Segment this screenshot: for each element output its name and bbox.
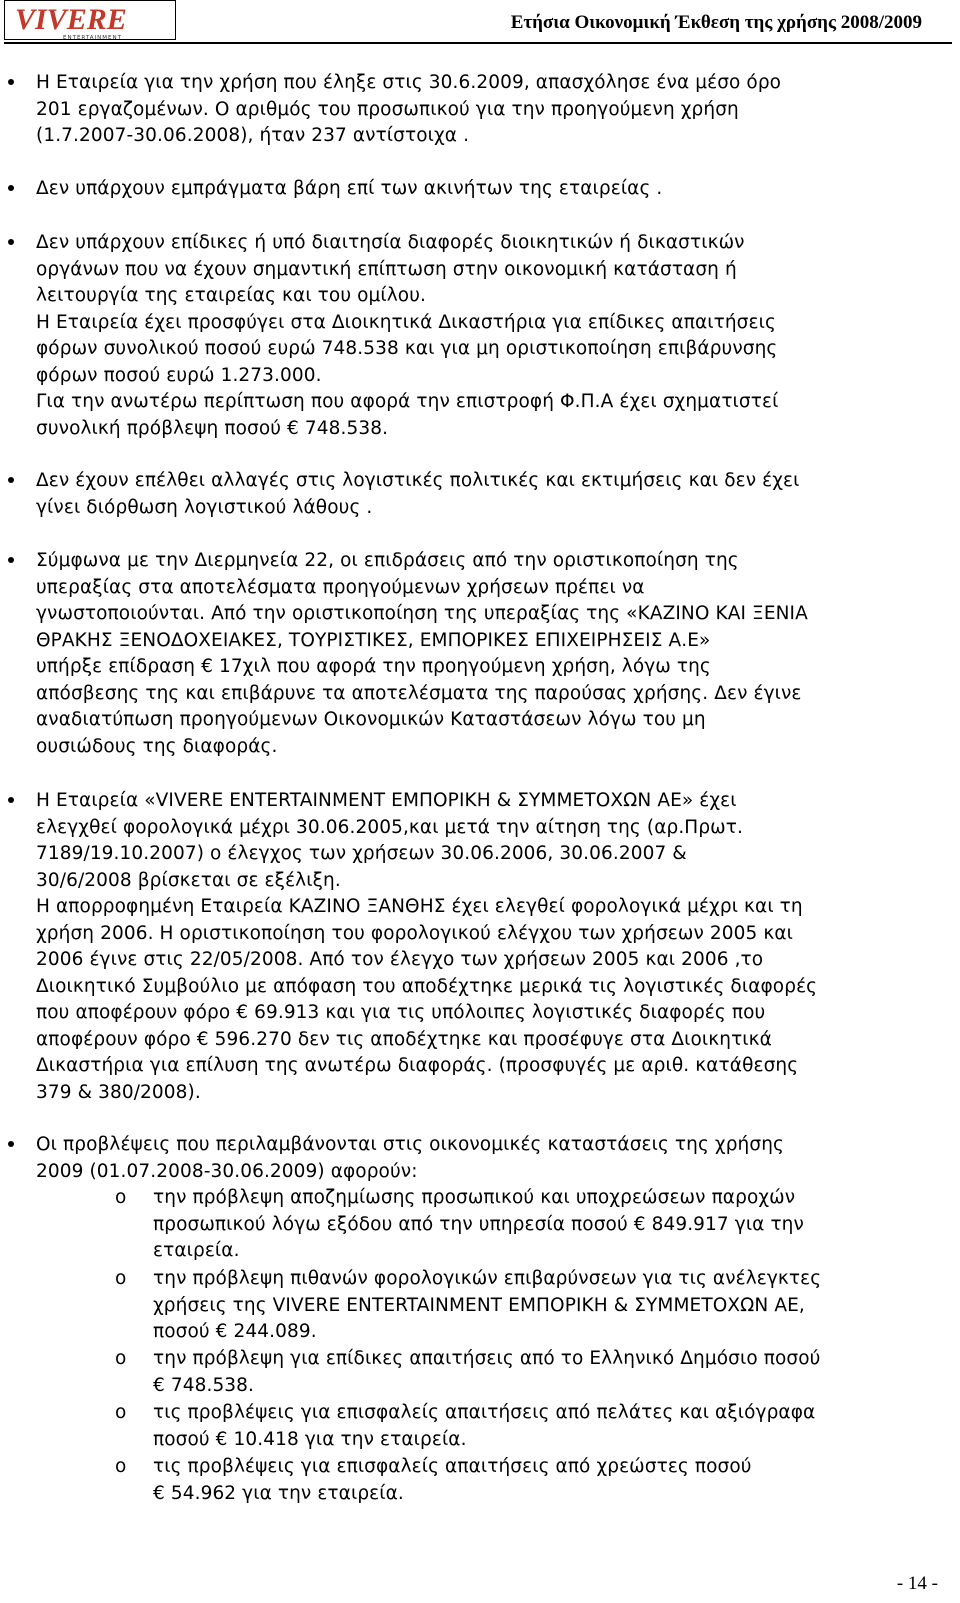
sub-item-text xyxy=(153,1346,958,1399)
bullet-icon xyxy=(8,797,14,803)
bullet-icon xyxy=(8,1141,14,1147)
sub-bullet-icon: o xyxy=(115,1348,127,1369)
text-line: (1.7.2007-30.06.2008), ήταν 237 αντίστοιχα . xyxy=(36,125,470,146)
bullet-text xyxy=(36,548,958,760)
bullet-icon xyxy=(8,477,14,483)
report-title: Ετήσια Οικονομική Έκθεση της χρήσης 2008/2009 xyxy=(510,12,922,33)
text-line: 30/6/2008 βρίσκεται σε εξέλιξη. xyxy=(36,869,341,891)
sub-bullet-icon: o xyxy=(115,1456,127,1477)
text-line: Η απορροφημένη Εταιρεία ΚΑΖΙΝΟ ΞΑΝΘΗΣ έχει ελεγθεί φορολογικά μέχρι και τη xyxy=(36,896,803,917)
bullet-text xyxy=(36,70,958,150)
bullet-text xyxy=(36,230,958,442)
text-line: € 54.962 για την εταιρεία. xyxy=(153,1482,404,1504)
bullet-item-tax-audit xyxy=(36,788,958,1106)
bullet-text xyxy=(36,468,958,521)
bullet-text xyxy=(36,788,958,1106)
text-line: απόσβεσης της και επιβάρυνε τα αποτελέσματα της παρούσας χρήσης. Δεν έγινε xyxy=(36,682,802,704)
logo-text: VIVERE xyxy=(15,3,127,36)
bullet-item-provisions xyxy=(36,1132,958,1185)
bullet-icon xyxy=(8,239,14,245)
sub-item-text xyxy=(153,1266,958,1346)
text-line: 379 & 380/2008). xyxy=(36,1081,201,1103)
text-line: υπεραξίας στα αποτελέσματα προηγούμενων χρήσεων πρέπει να xyxy=(36,576,645,598)
bullet-item-disputes xyxy=(36,230,958,442)
text-line: λειτουργία της εταιρείας και του ομίλου. xyxy=(36,285,427,306)
text-line: Δεν έχουν επέλθει αλλαγές στις λογιστικές πολιτικές και εκτιμήσεις και δεν έχει xyxy=(36,470,800,491)
provision-item-tax xyxy=(115,1266,958,1346)
text-line: την πρόβλεψη πιθανών φορολογικών επιβαρύνσεων για τις ανέλεγκτες xyxy=(153,1268,822,1289)
sub-item-text xyxy=(153,1454,958,1507)
text-line: χρήσεις της VIVERE ENTERTAINMENT ΕΜΠΟΡΙΚΗ & ΣΥΜΜΕΤΟΧΩΝ ΑΕ, xyxy=(153,1294,805,1316)
company-logo xyxy=(4,0,176,40)
text-line: τις προβλέψεις για επισφαλείς απαιτήσεις από χρεώστες ποσού xyxy=(153,1456,752,1477)
text-line: αναδιατύπωση προηγούμενων Οικονομικών Καταστάσεων λόγω του μη xyxy=(36,709,706,730)
text-line: γνωστοποιούνται. Από την οριστικοποίηση της υπεραξίας της «ΚΑΖΙΝΟ ΚΑΙ ΞΕΝΙΑ xyxy=(36,603,808,624)
text-line: Διοικητικό Συμβούλιο με απόφαση του αποδέχτηκε μερικά τις λογιστικές διαφορές xyxy=(36,975,818,997)
logo-subtext: ENTERTAINMENT xyxy=(63,35,122,41)
text-line: 2006 έγινε στις 22/05/2008. Από τον έλεγχο των χρήσεων 2005 και 2006 ,το xyxy=(36,949,764,970)
text-line: ΘΡΑΚΗΣ ΞΕΝΟΔΟΧΕΙΑΚΕΣ, ΤΟΥΡΙΣΤΙΚΕΣ, ΕΜΠΟΡΙΚΕΣ ΕΠΙΧΕΙΡΗΣΕΙΣ Α.Ε» xyxy=(36,629,711,651)
sub-item-text xyxy=(153,1185,958,1265)
sub-bullet-icon: o xyxy=(115,1187,127,1208)
text-line: ελεγχθεί φορολογικά μέχρι 30.06.2005,και μετά την αίτηση της (αρ.Πρωτ. xyxy=(36,816,743,838)
text-line: εταιρεία. xyxy=(153,1240,240,1261)
provision-item-doubtful-debtors xyxy=(115,1454,958,1507)
bullet-item-encumbrances xyxy=(36,176,958,203)
sub-bullet-icon: o xyxy=(115,1402,127,1423)
bullet-icon xyxy=(8,79,14,85)
text-line: Δικαστήρια για επίλυση της ανωτέρω διαφοράς. (προσφυγές με αριθ. κατάθεσης xyxy=(36,1055,799,1076)
text-line: ποσού € 10.418 για την εταιρεία. xyxy=(153,1428,467,1450)
bullet-icon xyxy=(8,557,14,563)
text-line: φόρων ποσού ευρώ 1.273.000. xyxy=(36,364,322,386)
text-line: Δεν υπάρχουν επίδικες ή υπό διαιτησία διαφορές διοικητικών ή δικαστικών xyxy=(36,232,745,253)
text-line: τις προβλέψεις για επισφαλείς απαιτήσεις από πελάτες και αξιόγραφα xyxy=(153,1402,816,1423)
text-line: υπήρξε επίδραση € 17χιλ που αφορά την προηγούμενη χρήση, λόγω της xyxy=(36,656,711,677)
page-header xyxy=(4,0,952,44)
provision-item-state-claims xyxy=(115,1346,958,1399)
text-line: Η Εταιρεία έχει προσφύγει στα Διοικητικά Δικαστήρια για επίδικες απαιτήσεις xyxy=(36,311,776,333)
text-line: προσωπικού λόγω εξόδου από την υπηρεσία ποσού € 849.917 για την xyxy=(153,1213,804,1235)
bullet-item-staff xyxy=(36,70,958,150)
text-line: Σύμφωνα με την Διερμηνεία 22, οι επιδράσεις από την οριστικοποίηση της xyxy=(36,550,739,571)
provision-item-doubtful-customers xyxy=(115,1400,958,1453)
bullet-item-interpretation-22 xyxy=(36,548,958,760)
text-line: € 748.538. xyxy=(153,1374,255,1396)
bullet-item-policies xyxy=(36,468,958,521)
text-line: Για την ανωτέρω περίπτωση που αφορά την επιστροφή Φ.Π.Α έχει σχηματιστεί xyxy=(36,391,779,412)
text-line: 201 εργαζομένων. Ο αριθμός του προσωπικού για την προηγούμενη χρήση xyxy=(36,98,739,120)
sub-bullet-icon: o xyxy=(115,1268,127,1289)
text-line: οργάνων που να έχουν σημαντική επίπτωση στην οικονομική κατάσταση ή xyxy=(36,258,737,280)
text-line: Η Εταιρεία για την χρήση που έληξε στις 30.6.2009, απασχόλησε ένα μέσο όρο xyxy=(36,72,782,93)
vivere-logo-graphic xyxy=(5,1,177,41)
text-line: Η Εταιρεία «VIVERE ENTERTAINMENT ΕΜΠΟΡΙΚΗ & ΣΥΜΜΕΤΟΧΩΝ ΑΕ» έχει xyxy=(36,790,737,811)
text-line: που αποφέρουν φόρο € 69.913 και για τις υπόλοιπες λογιστικές διαφορές που xyxy=(36,1002,766,1023)
text-line: την πρόβλεψη αποζημίωσης προσωπικού και υποχρεώσεων παροχών xyxy=(153,1187,796,1208)
text-line: ποσού € 244.089. xyxy=(153,1321,317,1342)
text-line: Δεν υπάρχουν εμπράγματα βάρη επί των ακινήτων της εταιρείας . xyxy=(36,178,663,199)
text-line: ουσιώδους της διαφοράς. xyxy=(36,735,278,757)
text-line: 7189/19.10.2007) ο έλεγχος των χρήσεων 30.06.2006, 30.06.2007 & xyxy=(36,843,687,864)
text-line: συνολική πρόβλεψη ποσού € 748.538. xyxy=(36,417,389,439)
text-line: την πρόβλεψη για επίδικες απαιτήσεις από το Ελληνικό Δημόσιο ποσού xyxy=(153,1348,821,1369)
text-line: φόρων συνολικού ποσού ευρώ 748.538 και για μη οριστικοποίηση επιβάρυνσης xyxy=(36,338,778,359)
provision-item-staff-compensation xyxy=(115,1185,958,1265)
text-line: αποφέρουν φόρο € 596.270 δεν τις αποδέχτηκε και προσέφυγε στα Διοικητικά xyxy=(36,1028,772,1050)
text-line: χρήση 2006. Η οριστικοποίηση του φορολογικού ελέγχου των χρήσεων 2005 και xyxy=(36,922,794,944)
page-number: - 14 - xyxy=(896,1573,938,1594)
sub-item-text xyxy=(153,1400,958,1453)
text-line: 2009 (01.07.2008-30.06.2009) αφορούν: xyxy=(36,1160,418,1182)
text-line: Οι προβλέψεις που περιλαμβάνονται στις οικονομικές καταστάσεις της χρήσης xyxy=(36,1134,784,1155)
bullet-icon xyxy=(8,185,14,191)
bullet-text xyxy=(36,176,958,203)
bullet-text xyxy=(36,1132,958,1185)
text-line: γίνει διόρθωση λογιστικού λάθους . xyxy=(36,496,373,518)
